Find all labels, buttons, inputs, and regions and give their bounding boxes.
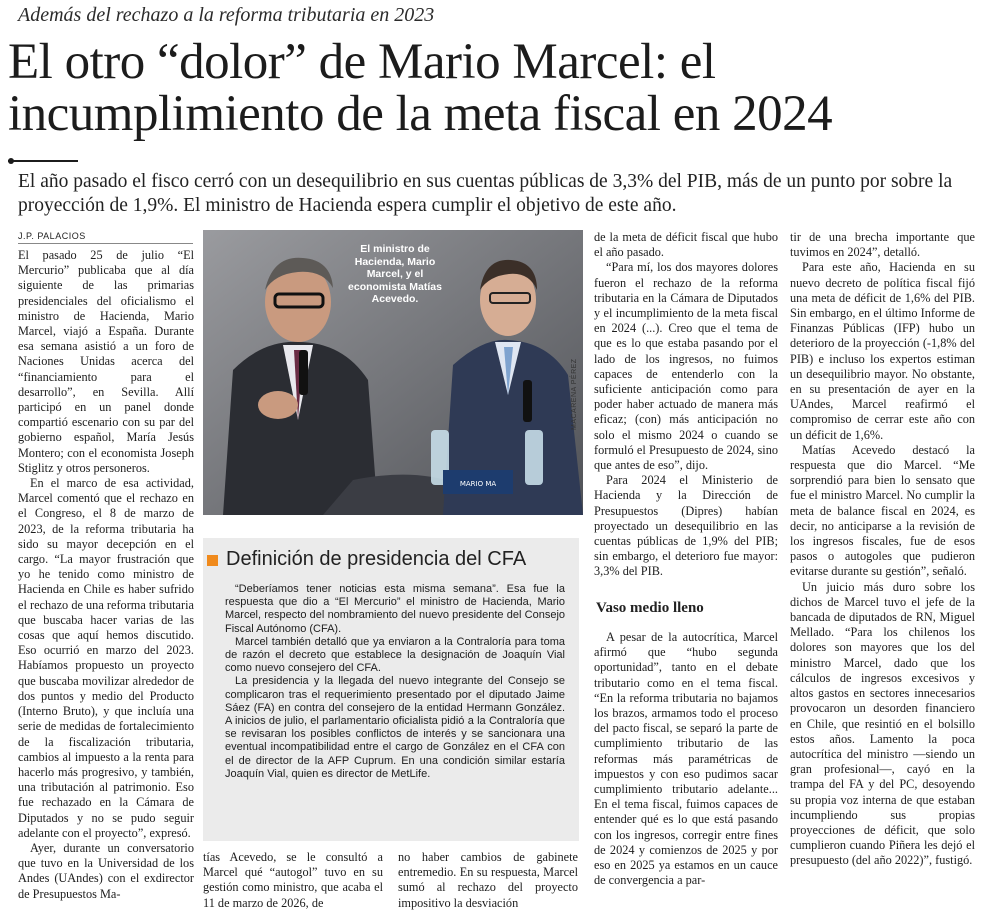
body-column-2b bbox=[398, 850, 578, 918]
body-column-1 bbox=[18, 248, 194, 913]
sidebar-paragraph: La presidencia y la llegada del nuevo integrante del Consejo se complicaron tras el requerimiento presentado por el diputado Jaime Sáez (FA) en contra del consejero de la entidad Hermann González. A inicios de julio, el parlamentario oficialista pidió a la Contraloría que se revisaran los posibles conflictos de interés y se sancionara una eventual incompatibilidad entre el cargo de González en el CFA con el de director de la AFP Cuprum. En una condición similar estaría Joaquín Vial, quien es director de MetLife. bbox=[225, 675, 565, 780]
body-paragraph: Un juicio más duro sobre los dichos de Marcel tuvo el jefe de la bancada de diputados de RN, Miguel Mellado. “Para los chilenos los dolores son mayores que los del ministro Marcel, dado que los cálculos de ingresos excesivos y altos gastos en sectores innecesarios provocaron un desorden financiero en Chile, que resintió en el bolsillo estos años. Lamento la poca autocrítica del ministro —siendo un gran profesional—, cayó en la trampa del FA y del PC, desoyendo su propia voz interna de que estaban incumpliendo sus propias proyecciones de déficit, que solo cumplieron cuando Piñera les dejó el presupuesto (del año 2022)”, fustigó. bbox=[790, 579, 975, 868]
body-column-4 bbox=[790, 230, 975, 915]
sidebar-title: Definición de presidencia del CFA bbox=[226, 548, 527, 570]
article-headline: El otro “dolor” de Mario Marcel: el incumplimiento de la meta fiscal en 2024 bbox=[8, 34, 833, 142]
sidebar-body bbox=[225, 583, 565, 781]
body-paragraph: Ayer, durante un conversatorio que tuvo en la Universidad de los Andes (UAndes) con el exdirector de Presupuestos Ma- bbox=[18, 840, 194, 901]
article-byline: J.P. PALACIOS bbox=[18, 231, 193, 244]
body-paragraph: Matías Acevedo destacó la respuesta que dio Marcel. “Me sorprendió para bien lo sensato que fue el ministro Marcel. No cumplir la meta de balance fiscal en 2024, es decir, no anticiparse a la revisión de los ingresos fiscales, fue de esos pasos o autogoles que pudieron evitarse durante su gestión”, señaló. bbox=[790, 442, 975, 579]
body-paragraph: A pesar de la autocrítica, Marcel afirmó que “hubo segunda oportunidad”, tanto en el debate tributario como en el tema fiscal. “En la reforma tributaria no bajamos los brazos, armamos todo el proceso del pacto fiscal, se separó la parte de cumplimiento tributario de las reformas más paramétricas de impuestos y con eso pudimos sacar cumplimiento tributario adelante... En el tema fiscal, fuimos capaces de entender qué es lo que está pasando con los ingresos, corregir entre fines de 2024 y comienzos de 2025 y por eso en 2025 ya estamos en un cauce de convergencia a par- bbox=[594, 630, 778, 888]
body-paragraph: El pasado 25 de julio “El Mercurio” publicaba que al día siguiente de las primarias presidenciales del oficialismo el ministro de Hacienda, Mario Marcel, viajó a España. Durante esa semana asistió a un foro de Naciones Unidas acerca del “financiamiento para el desarrollo”, en Sevilla. Allí participó en un panel donde compartió escenario con su par del gobierno español, María Jesús Montero; con el economista Joseph Stiglitz y otros personeros. bbox=[18, 248, 194, 475]
body-paragraph: Para este año, Hacienda en su nuevo decreto de política fiscal fijó una meta de déficit de 1,6% del PIB. Sin embargo, en el último Informe de Finanzas Públicas (IFP) hubo un deterioro de la proyección (-1,8% del PIB) e incluso los expertos estiman un desequilibrio mayor. No obstante, en su presentación de ayer en la UAndes, Marcel reafirmó el compromiso de cerrar este año con un déficit de 1,6%. bbox=[790, 260, 975, 442]
body-column-3b bbox=[594, 630, 778, 915]
photo-caption: El ministro de Hacienda, Mario Marcel, y el economista Matías Acevedo. bbox=[348, 243, 442, 305]
headline-rule bbox=[8, 160, 78, 162]
body-paragraph: tías Acevedo, se le consultó a Marcel qué “autogol” tuvo en su gestión como ministro, que acaba el 11 de marzo de 2026, de bbox=[203, 850, 383, 910]
headline-rule-dot bbox=[8, 158, 14, 164]
sidebar-accent-square bbox=[207, 555, 218, 566]
body-paragraph: de la meta de déficit fiscal que hubo el año pasado. bbox=[594, 230, 778, 260]
body-paragraph: “Para mí, los dos mayores dolores fueron el rechazo de la reforma tributaria en la Cámara de Diputados y el incumplimiento de la meta fiscal en 2024 (...). Creo que el tema de que es lo que estaba pasando por el lado de los ingresos, no fuimos capaces de entenderlo con la suficiente anticipación como para poder haber actuado de manera más eficaz; (con) más anticipación no solo el mismo 2024 o cuando se formuló el Presupuesto de 2024, sino que antes de eso”, dijo. bbox=[594, 260, 778, 473]
body-paragraph: En el marco de esa actividad, Marcel comentó que el rechazo en el Congreso, el 8 de marzo de 2023, de la reforma tributaria ha sido su mayor decepción en el cargo. “La mayor frustración que yo he tenido como ministro de Hacienda en Chile es haber sufrido el rechazo de una reforma tributaria que buscaba hacer varias de las cosas que aquí hemos discutido. Eso ocurrió en marzo del 2023. Habíamos propuesto un proyecto que buscaba movilizar alrededor de dos puntos y medio del Producto (Interno Bruto), y que incluía una serie de medidas de fortalecimiento de la fiscalización tributaria, cambios al impuesto a la renta para hacerlo más progresivo, y también, una tributación al patrimonio. Eso fue rechazado en la Cámara de Diputados y no se pudo seguir adelante con el proyecto”, expresó. bbox=[18, 476, 194, 840]
photo-credit: MACARENA PÉREZ bbox=[571, 358, 578, 430]
body-paragraph: tir de una brecha importante que tuvimos en 2024”, detalló. bbox=[790, 230, 975, 260]
sidebar-paragraph: “Deberíamos tener noticias esta misma semana”. Esa fue la respuesta que dio a “El Mercurio” el ministro de Hacienda, Mario Marcel, respecto del nombramiento del nuevo presidente del Consejo Fiscal Autónomo (CFA). bbox=[225, 583, 565, 635]
body-column-3 bbox=[594, 230, 778, 600]
body-paragraph: Para 2024 el Ministerio de Hacienda y la Dirección de Presupuestos (Dipres) habían proyectado un desequilibrio en las cuentas públicas de 1,9% del PIB; sin embargo, el deterioro fue mayor: 3,3% del PIB. bbox=[594, 473, 778, 579]
body-paragraph: no haber cambios de gabinete entremedio. En su respuesta, Marcel sumó al rechazo del proyecto impositivo la desviación bbox=[398, 850, 578, 910]
section-subhead: Vaso medio lleno bbox=[596, 600, 704, 616]
article-kicker: Además del rechazo a la reforma tributaria en 2023 bbox=[18, 4, 435, 26]
photo-name-card: MARIO MA bbox=[459, 480, 497, 488]
body-column-2a bbox=[203, 850, 383, 918]
article-dek: El año pasado el fisco cerró con un desequilibrio en sus cuentas públicas de 3,3% del PIB, más de un punto por sobre la proyección de 1,9%. El ministro de Hacienda espera cumplir el objetivo de este año. bbox=[18, 171, 953, 216]
sidebar-paragraph: Marcel también detalló que ya enviaron a la Contraloría para toma de razón el decreto que establece la designación de Joaquín Vial como nuevo consejero del CFA. bbox=[225, 635, 565, 675]
